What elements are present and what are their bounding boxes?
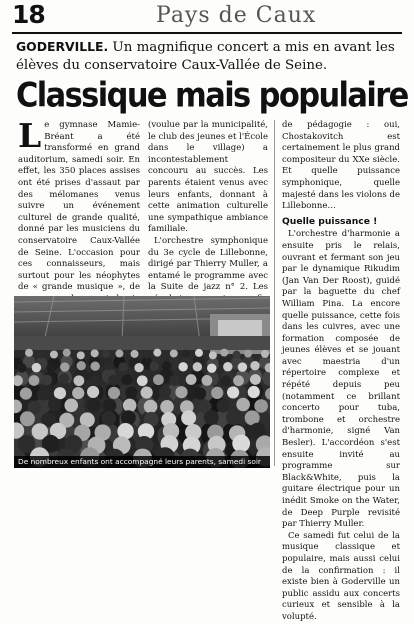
col2-paragraph-2: L'orchestre symphonique du 3e cycle de Lillebonne, dirigé par Thierry Muller, a entamé le programme avec la Suite de jazz n° 2. Les <box>148 235 268 293</box>
concert-photo <box>14 296 270 468</box>
section-title: Pays de Caux <box>156 3 317 28</box>
col2-paragraph-1: (voulue par la municipalité, le club des jeunes et l'École dans le village) a incontestablement concouru au succès. Les parents étaient venus avec leurs enfants, donnant à cette animation culturelle une sympathique ambiance familiale. <box>148 120 268 235</box>
kicker-place: GODERVILLE. <box>16 39 109 54</box>
page-number: 18 <box>12 0 45 29</box>
kicker-text: Un magnifique concert a mis en avant les élèves du conservatoire Caux-Vallée de Seine. <box>16 40 395 73</box>
col3-paragraph-2: L'orchestre d'harmonie a ensuite pris le relais, ouvrant et fermant son jeu par le dynamique Rikudim (Jan Van Der Roost), guidé par la baguette du chef William Pina. La encore quelle puissance, cette fois dans les cuivres, avec une formation composée de jeunes élèves et se jouant avec maestria d'un répertoire complexe et répété depuis peu (notamment ce brillant concerto pour tuba, trombone et orchestre d'harmonie, signé Van Besler). L'accordéon s'est ensuite invité au programme sur Black&White, puis la guitare électrique pour un inédit Smoke on the Water, de Deep Purple revisité par Thierry Muller. <box>282 229 400 530</box>
article-column-3 <box>282 120 400 624</box>
audience-illustration <box>14 296 270 468</box>
col3-paragraph-3: Ce samedi fut celui de la musique classique et populaire, mais aussi celui de la confirmation : il existe bien à Goderville un public assidu aux concerts curieux et sensible à la volupté. <box>282 530 400 622</box>
col3-paragraph-1: de pédagogie : oui, Chostakovitch est certainement le plus grand compositeur du XXe siècle. Et quelle puissance symphonique, quelle majesté dans les violons de Lillebonne… <box>282 120 400 212</box>
article-headline: Classique mais populaire <box>16 76 408 116</box>
column-divider <box>274 120 275 466</box>
header-rule <box>12 32 402 34</box>
photo-caption: De nombreux enfants ont accompagné leurs parents, samedi soir <box>14 456 270 468</box>
col3-subheading: Quelle puissance ! <box>282 215 378 227</box>
article-kicker <box>16 38 406 75</box>
col1-paragraph-1: e gymnase Mamie-Bréant a été transformé en grand auditorium, samedi soir. En effet, les 350 places assises ont été prises d'assaut par des mélomanes venus suivre un événement culturel de grande qualité, donné par les musiciens du conservatoire Caux-Vallée de Seine. L'occasion pour ces connaisseurs, mais surtout pour les néophytes de « grande musique », de <box>18 120 140 293</box>
drop-cap: L <box>18 116 42 155</box>
